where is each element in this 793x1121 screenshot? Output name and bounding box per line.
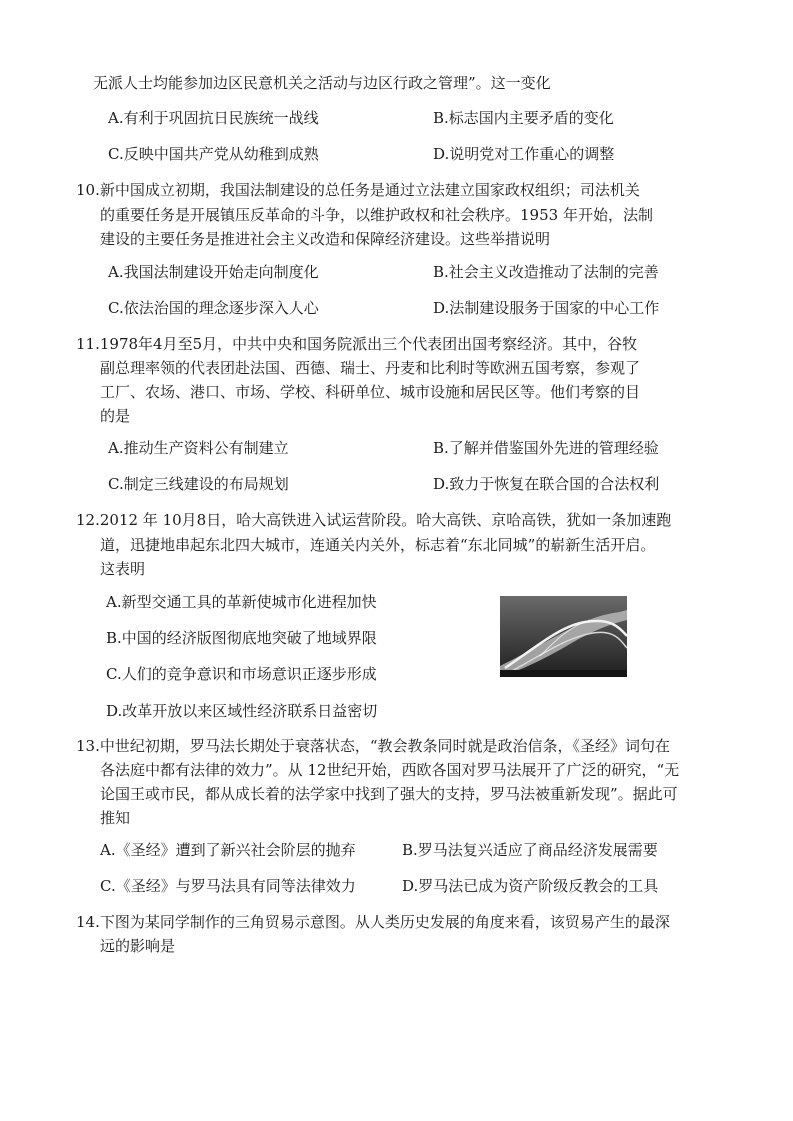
q13-option-c: C.《圣经》与罗马法具有同等法律效力 <box>100 877 356 895</box>
q13-option-b: B.罗马法复兴适应了商品经济发展需要 <box>402 841 658 859</box>
q10-stem-line-2: 的重要任务是开展镇压反革命的斗争，以维护政权和社会秩序。1953 年开始，法制 <box>100 206 653 224</box>
q11-stem-line-1: 11.1978年4月至5月，中共中央和国务院派出三个代表团出国考察经济。其中，谷牧 <box>76 335 638 353</box>
q12-option-d: D.改革开放以来区域性经济联系日益密切 <box>106 702 378 720</box>
q14-stem-line-2: 远的影响是 <box>100 937 176 955</box>
q9-option-c: C.反映中国共产党从幼稚到成熟 <box>108 145 319 163</box>
q10-option-c: C.依法治国的理念逐步深入人心 <box>108 299 319 317</box>
q13-option-d: D.罗马法已成为资产阶级反教会的工具 <box>402 877 659 895</box>
q10-stem-line-1: 10.新中国成立初期，我国法制建设的总任务是通过立法建立国家政权组织；司法机关 <box>76 181 640 199</box>
q11-stem-line-4: 的是 <box>100 407 131 425</box>
q11-option-b: B.了解并借鉴国外先进的管理经验 <box>433 439 659 457</box>
q13-option-a: A.《圣经》遭到了新兴社会阶层的抛弃 <box>100 841 356 859</box>
q9-option-b: B.标志国内主要矛盾的变化 <box>433 109 614 127</box>
q11-option-d: D.致力于恢复在联合国的合法权利 <box>433 475 660 493</box>
q10-option-b: B.社会主义改造推动了法制的完善 <box>433 263 659 281</box>
q10-option-a: A.我国法制建设开始走向制度化 <box>108 263 319 281</box>
q13-stem-line-2: 各法庭中都有法律的效力”。从 12世纪开始，西欧各国对罗马法展开了广泛的研究，“无 <box>100 761 680 779</box>
q9-option-d: D.说明党对工作重心的调整 <box>433 145 615 163</box>
high-speed-rail-photo <box>500 596 627 677</box>
q13-stem-line-3: 论国王或市民，都从成长着的法学家中找到了强大的支持，罗马法被重新发现”。据此可 <box>100 785 678 803</box>
bridge-illustration <box>500 596 627 677</box>
q12-stem-line-3: 这表明 <box>100 560 146 578</box>
q9-option-a: A.有利于巩固抗日民族统一战线 <box>108 109 319 127</box>
q12-option-c: C.人们的竞争意识和市场意识正逐步形成 <box>106 665 377 683</box>
q13-stem-line-1: 13.中世纪初期，罗马法长期处于衰落状态，“教会教条同时就是政治信条，《圣经》词句在 <box>76 737 671 755</box>
q12-stem-line-1: 12.2012 年 10月8日，哈大高铁进入试运营阶段。哈大高铁、京哈高铁，犹如一条加速跑 <box>76 511 672 529</box>
q11-option-c: C.制定三线建设的布局规划 <box>108 475 289 493</box>
q12-option-b: B.中国的经济版图彻底地突破了地域界限 <box>106 629 377 647</box>
question-9-stem-line: 无派人士均能参加边区民意机关之活动与边区行政之管理”。这一变化 <box>93 74 551 92</box>
q11-option-a: A.推动生产资料公有制建立 <box>108 439 289 457</box>
q13-stem-line-4: 推知 <box>100 809 131 827</box>
q10-option-d: D.法制建设服务于国家的中心工作 <box>433 299 660 317</box>
q11-stem-line-2: 副总理率领的代表团赴法国、西德、瑞士、丹麦和比利时等欧洲五国考察，参观了 <box>100 359 641 377</box>
q12-stem-line-2: 道，迅捷地串起东北四大城市，连通关内关外，标志着“东北同城”的崭新生活开启。 <box>100 536 656 554</box>
q11-stem-line-3: 工厂、农场、港口、市场、学校、科研单位、城市设施和居民区等。他们考察的目 <box>100 383 641 401</box>
q12-option-a: A.新型交通工具的革新使城市化进程加快 <box>106 593 377 611</box>
q14-stem-line-1: 14.下图为某同学制作的三角贸易示意图。从人类历史发展的角度来看，该贸易产生的最深 <box>76 913 670 931</box>
q10-stem-line-3: 建设的主要任务是推进社会主义改造和保障经济建设。这些举措说明 <box>100 230 551 248</box>
